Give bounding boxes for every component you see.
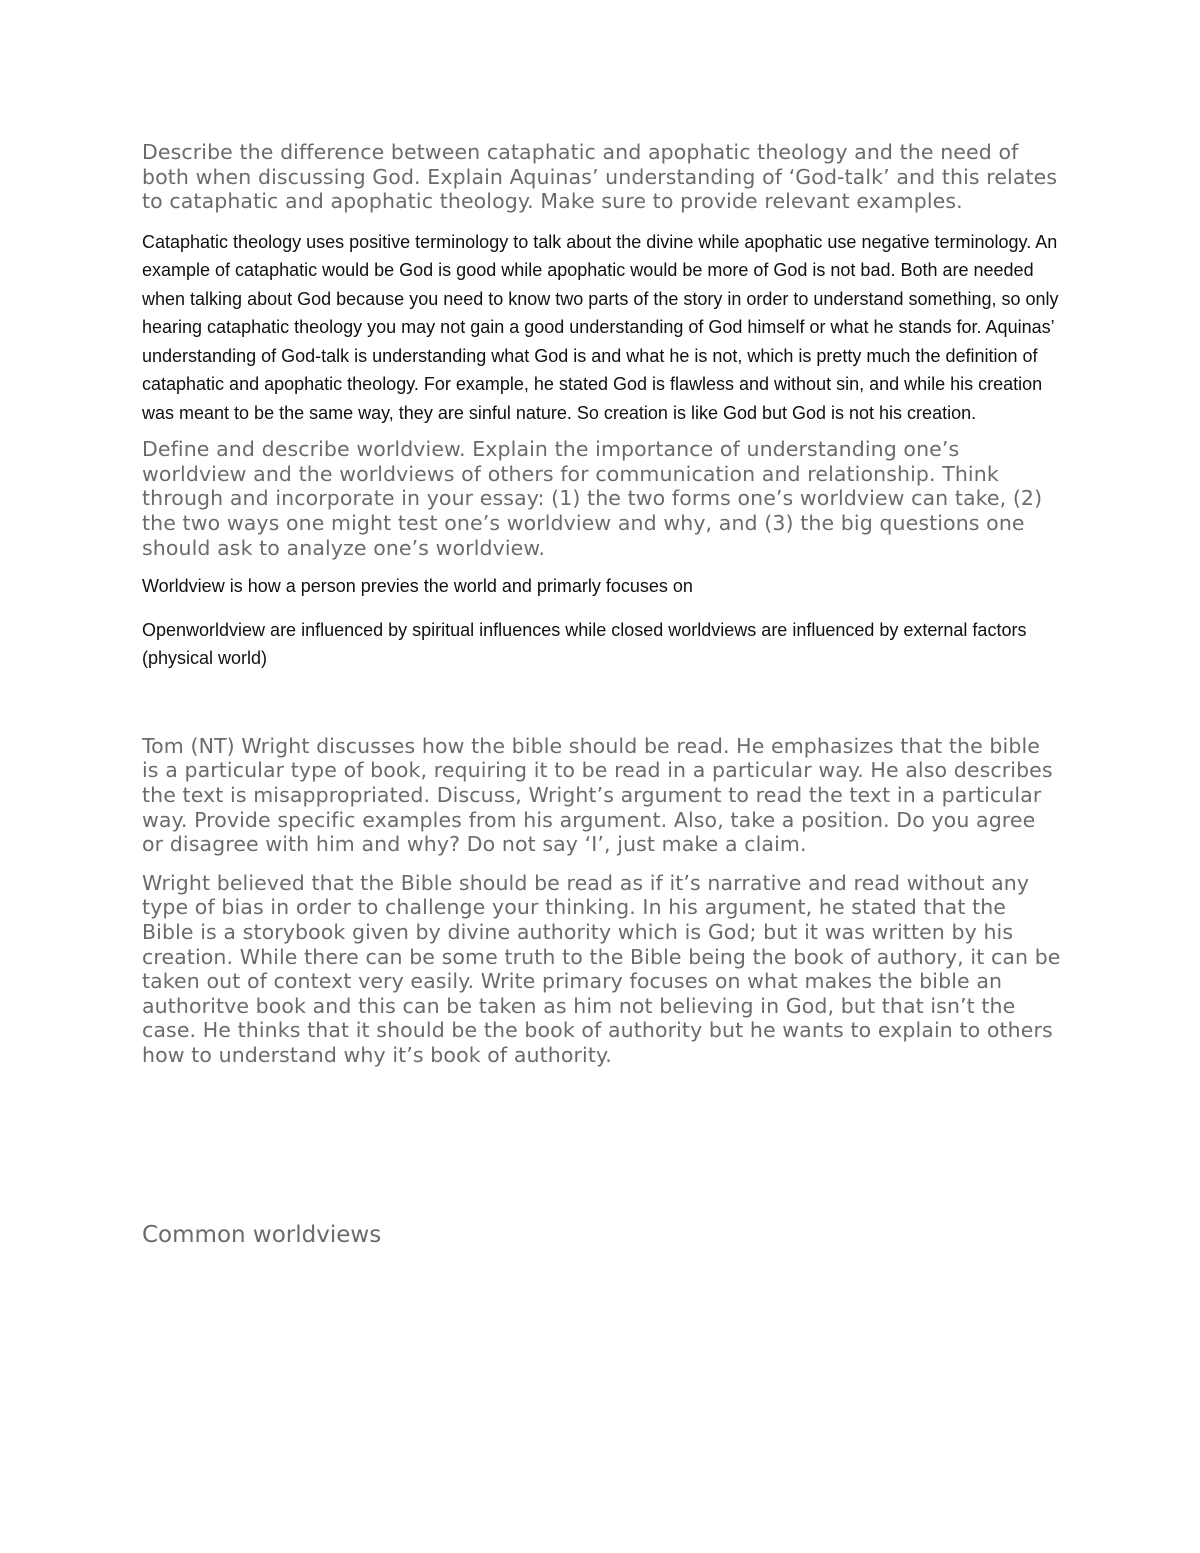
- answer-3-text: Wright believed that the Bible should be read as if it’s narrative and read without any type of bias in order to challenge your thinking. In his argument, he stated that the Bible is a storybook given by divine authority which is God; but it was written by his creation. While there can be some truth to the Bible being the book of authory, it can be taken out of context very easily. Write primary focuses on what makes the bible an authoritve book and this can be taken as him not believing in God, but that isn’t the case. He thinks that it should be the book of authority but he wants to explain to others how to understand why it’s book of authority.: [142, 870, 1061, 1067]
- question-2-prompt: Define and describe worldview. Explain the importance of understanding one’s worldview and the worldviews of others for communication and relationship. Think through and incorporate in your essay: (1) the two forms one’s worldview can take, (2) the two ways one might test one’s worldview and why, and (3) the big questions one should ask to analyze one’s worldview.: [142, 437, 1043, 560]
- question-3-prompt: Tom (NT) Wright discusses how the bible should be read. He emphasizes that the bible is a particular type of book, requiring it to be read in a particular way. He also describes the text is misappropriated. Discuss, Wright’s argument to read the text in a particular way. Provide specific examples from his argument. Also, take a position. Do you agree or disagree with him and why? Do not say ‘I’, just make a claim.: [142, 733, 1053, 857]
- answer-1-text: Cataphatic theology uses positive terminology to talk about the divine while apophatic use negative terminology. An example of cataphatic would be God is good while apophatic would be more of God is not bad. Both are needed when talking about God because you need to know two parts of the story in order to understand something, so only hearing cataphatic theology you may not gain a good understanding of God himself or what he stands for. Aquinas’ understanding of God-talk is understanding what God is and what he is not, which is pretty much the definition of cataphatic and apophatic theology. For example, he stated God is flawless and without sin, and while his creation was meant to be the same way, they are sinful nature. So creation is like God but God is not his creation.: [142, 231, 1059, 423]
- section-heading-common-worldviews: Common worldviews: [142, 1222, 382, 1249]
- answer-2-line-1: Worldview is how a person previes the world and primarly focuses on: [142, 576, 693, 597]
- document-page: [142, 140, 1062, 1249]
- answer-2-line-2: Openworldview are influenced by spiritual influences while closed worldviews are influenced by external factors (physical world): [142, 619, 1027, 669]
- question-1-prompt: Describe the difference between cataphatic and apophatic theology and the need of both when discussing God. Explain Aquinas’ understanding of ‘God-talk’ and this relates to cataphatic and apophatic theology. Make sure to provide relevant examples.: [142, 140, 1058, 214]
